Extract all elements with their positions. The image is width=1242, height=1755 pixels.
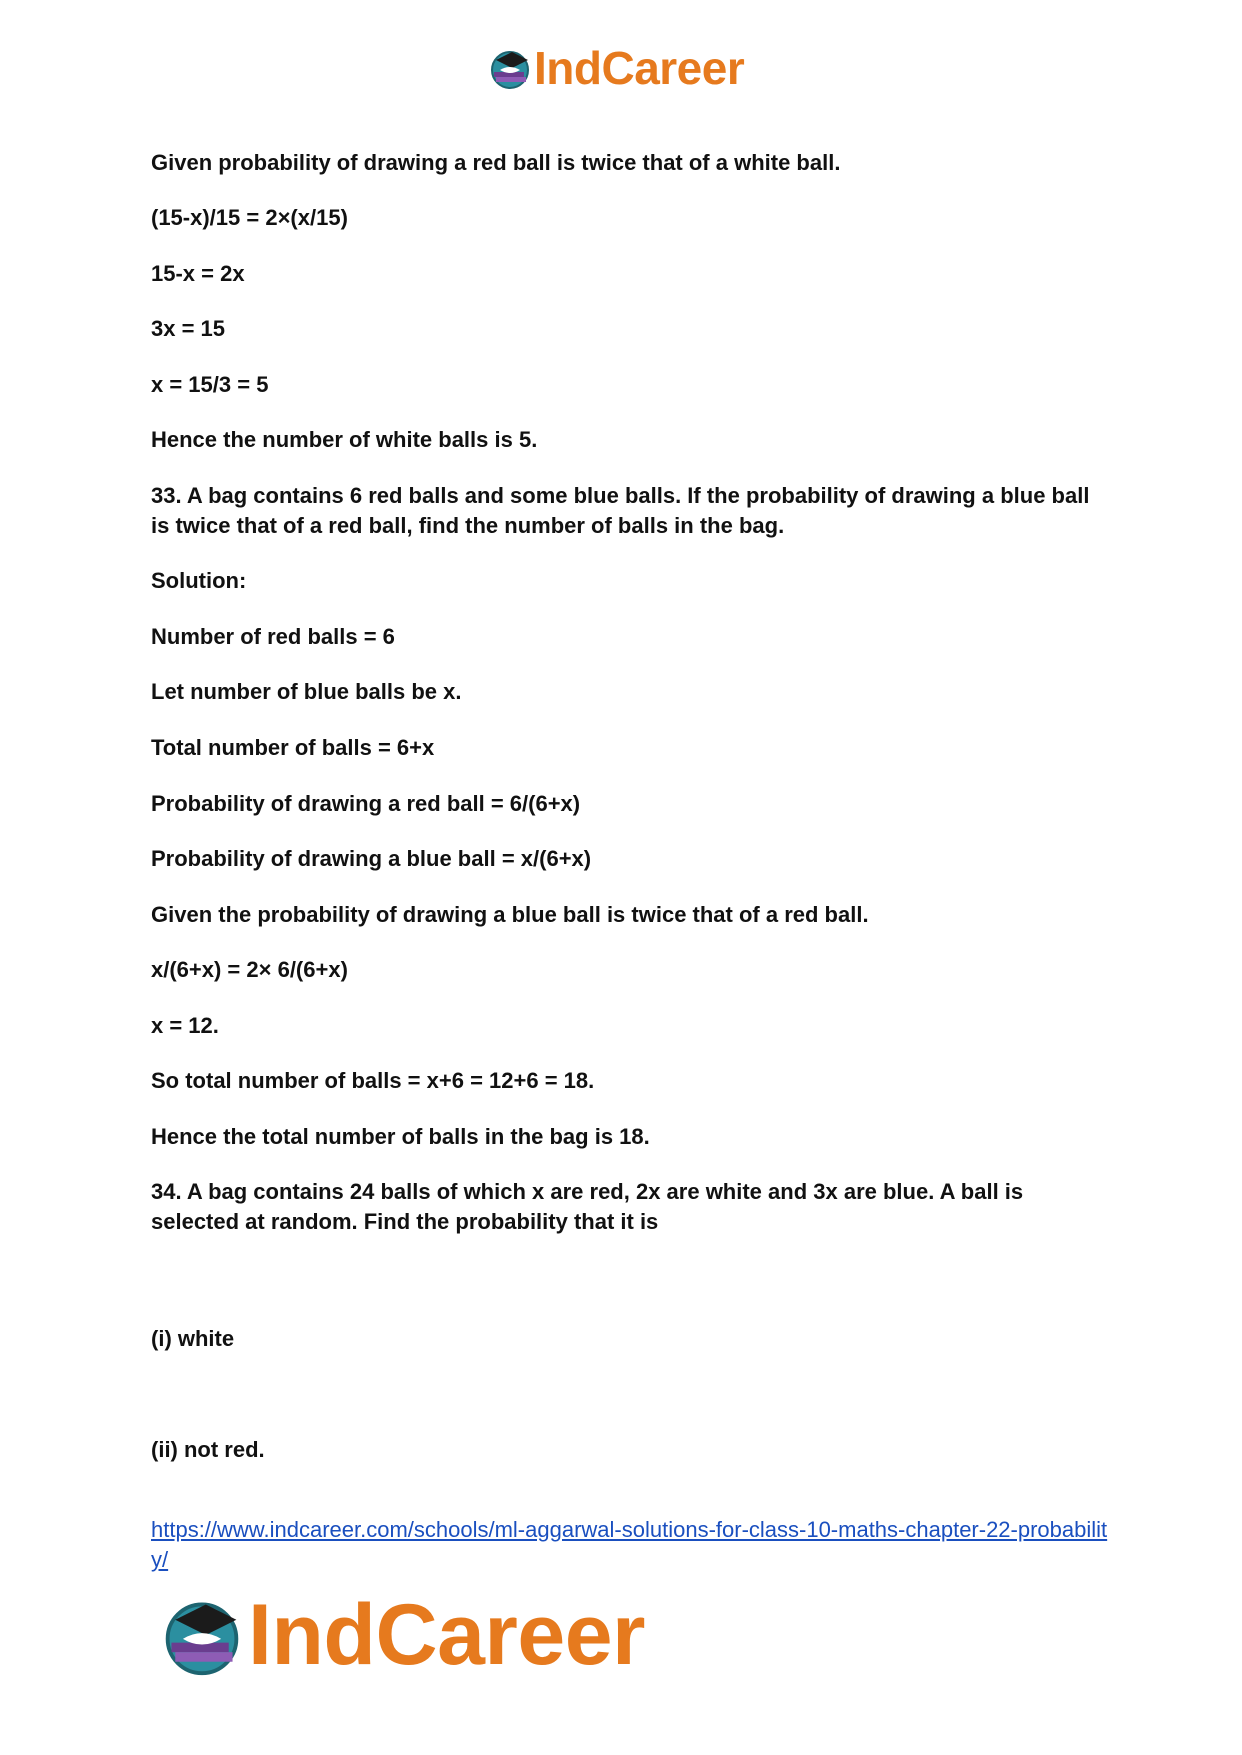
solution-heading: Solution: (151, 568, 247, 593)
text-line: Let number of blue balls be x. (151, 679, 462, 704)
equation-line: x/(6+x) = 2× 6/(6+x) (151, 957, 348, 982)
footer-logo-text: IndCareer (248, 1587, 645, 1683)
text-line: Probability of drawing a red ball = 6/(6+x) (151, 791, 581, 816)
text-line: Number of red balls = 6 (151, 624, 395, 649)
text-line: So total number of balls = x+6 = 12+6 = 18. (151, 1068, 595, 1093)
text-line: Hence the number of white balls is 5. (151, 427, 538, 452)
text-line: Given probability of drawing a red ball is twice that of a white ball. (151, 150, 841, 175)
graduation-book-icon (488, 46, 532, 90)
sub-question-ii: (ii) not red. (151, 1437, 265, 1462)
question-34: 34. A bag contains 24 balls of which x are red, 2x are white and 3x are blue. A ball is selected at random. Find the probability that it is (151, 1179, 1024, 1234)
equation-line: x = 15/3 = 5 (151, 372, 269, 397)
text-line: Total number of balls = 6+x (151, 735, 435, 760)
header-logo-text: IndCareer (534, 42, 745, 94)
equation-line: 3x = 15 (151, 316, 226, 341)
graduation-book-icon (160, 1593, 244, 1677)
equation-line: x = 12. (151, 1013, 219, 1038)
text-line: Hence the total number of balls in the bag is 18. (151, 1124, 650, 1149)
equation-line: 15-x = 2x (151, 261, 245, 286)
header-logo (488, 40, 744, 96)
text-line: Given the probability of drawing a blue ball is twice that of a red ball. (151, 902, 869, 927)
footer-logo (160, 1585, 645, 1685)
sub-question-i: (i) white (151, 1326, 235, 1351)
source-link[interactable]: https://www.indcareer.com/schools/ml-aggarwal-solutions-for-class-10-maths-chapter-22-probability/ (151, 1517, 1108, 1572)
equation-line: (15-x)/15 = 2×(x/15) (151, 205, 348, 230)
text-line: Probability of drawing a blue ball = x/(6+x) (151, 846, 592, 871)
question-33: 33. A bag contains 6 red balls and some blue balls. If the probability of drawing a blue ball is twice that of a red ball, find the number of balls in the bag. (151, 483, 1090, 538)
